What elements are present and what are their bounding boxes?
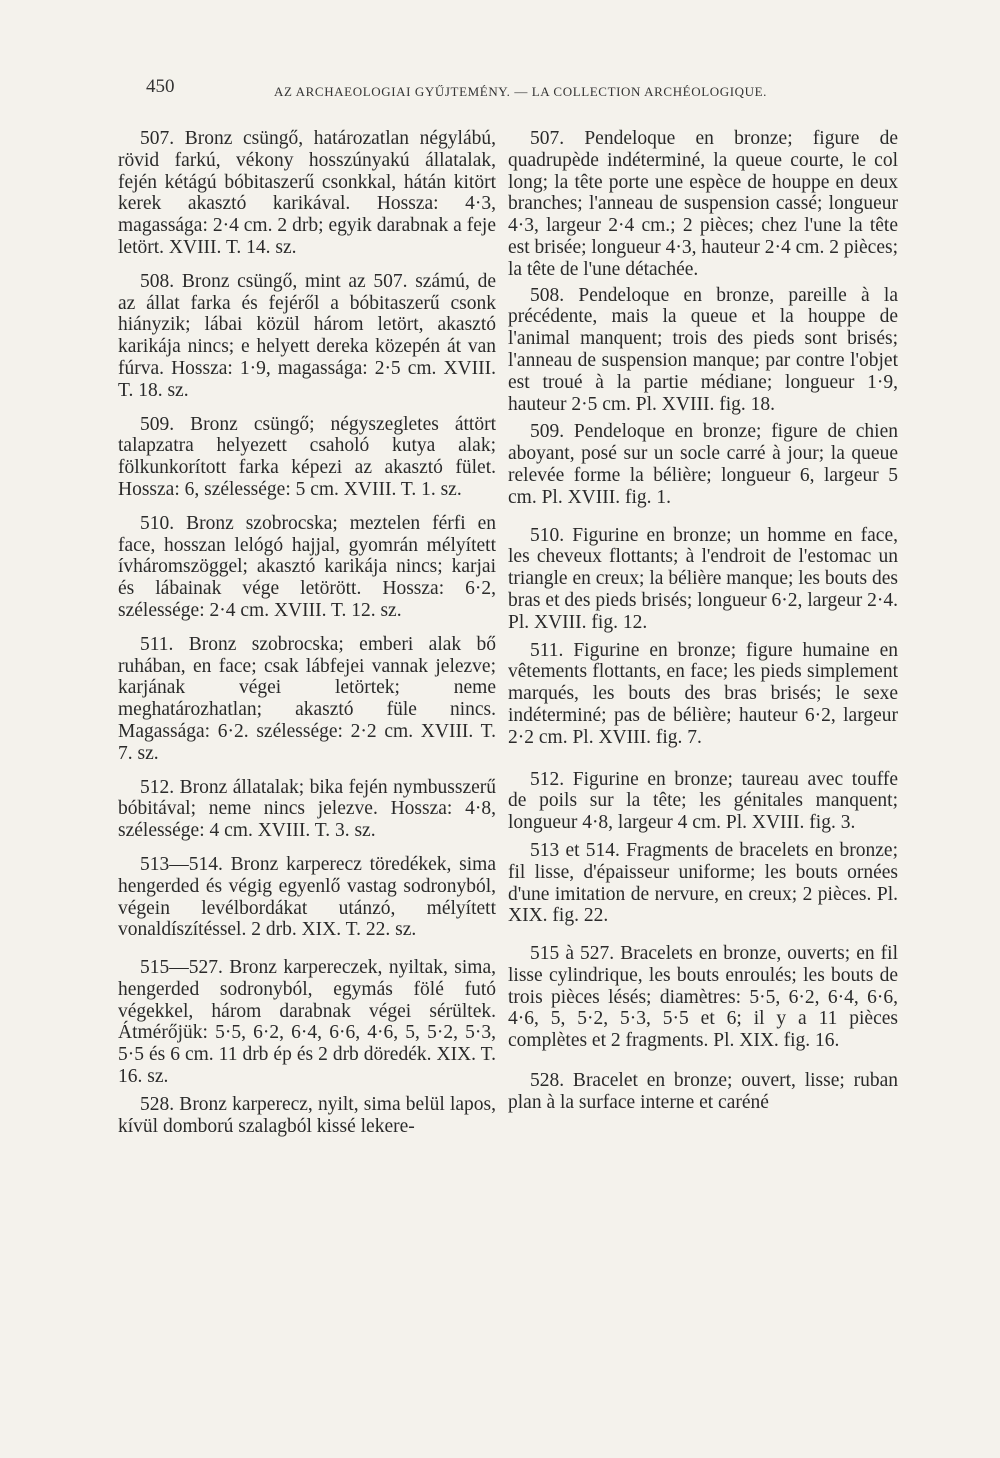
entry-508-hu: 508. Bronz csüngő, mint az 507. számú, de az állat farka és fejéről a bóbitaszerű csonk hiányzik; lábai közül három letört, akasztó karikája nincs; e helyett dereka közepén át van fúrva. Hossza: 1·9, magassága: 2·5 cm. XVIII. T. 18. sz.: [118, 270, 496, 401]
entry-512-hu: 512. Bronz állatalak; bika fején nymbusszerű bóbitával; neme nincs jelezve. Hossza: 4·8, szélessége: 4 cm. XVIII. T. 3. sz.: [118, 776, 496, 842]
entry-510-fr: 510. Figurine en bronze; un homme en face, les cheveux flottants; à l'endroit de l'estomac un triangle en creux; la bélière manque; les bouts des bras et des pieds brisés; longueur 6·2, largeur 2·4. Pl. XVIII. fig. 12.: [508, 524, 898, 633]
entry-510-hu: 510. Bronz szobrocska; meztelen férfi en face, hosszan lelógó hajjal, gyomrán mélyített ívháromszöggel; akasztó karikája nincs; karjai és lábainak vége letörött. Hossza: 6·2, szélessége: 2·4 cm. XVIII. T. 12. sz.: [118, 512, 496, 621]
hungarian-column: [118, 128, 496, 1149]
running-title: AZ ARCHAEOLOGIAI GYŰJTEMÉNY. — LA COLLECTION ARCHÉOLOGIQUE.: [274, 84, 768, 99]
french-column: [508, 128, 898, 1120]
entry-507-fr: 507. Pendeloque en bronze; figure de quadrupède indéterminé, la queue courte, le col long; la tête porte une espèce de houppe en deux branches; l'anneau de suspension cassé; longueur 4·3, largeur 2·4 cm.; 2 pièces; chez l'une la tête est brisée; longueur 4·3, hauteur 2·4 cm. 2 pièces; la tête de l'une détachée.: [508, 128, 898, 280]
entry-507-hu: 507. Bronz csüngő, határozatlan négylábú, rövid farkú, vékony hosszúnyakú állatalak, fején kétágú bóbitaszerű csonkkal, hátán kitört kerek akasztó karikával. Hossza: 4·3, magassága: 2·4 cm. 2 drb; egyik darabnak a feje letört. XVIII. T. 14. sz.: [118, 128, 496, 258]
entry-515-527-hu: 515—527. Bronz karpereczek, nyiltak, sima, hengerded sodronyból, egymás fölé futó végekkel, három darabnak végei sérültek. Átmérőjük: 5·5, 6·2, 6·4, 6·6, 4·6, 5, 5·2, 5·3, 5·5 és 6 cm. 11 drb ép és 2 drb döredék. XIX. T. 16. sz.: [118, 957, 496, 1088]
entry-511-hu: 511. Bronz szobrocska; emberi alak bő ruhában, en face; csak lábfejei vannak jelezve; karjának végei letörtek; neme meghatározhatlan; akasztó füle nincs. Magassága: 6·2. szélessége: 2·2 cm. XVIII. T. 7. sz.: [118, 633, 496, 764]
entry-528-fr: 528. Bracelet en bronze; ouvert, lisse; ruban plan à la surface interne et caréné: [508, 1070, 898, 1113]
entry-512-fr: 512. Figurine en bronze; taureau avec touffe de poils sur la tête; les génitales manquent; longueur 4·8, largeur 4 cm. Pl. XVIII. fig. 3.: [508, 768, 898, 834]
entry-513-514-fr: 513 et 514. Fragments de bracelets en bronze; fil lisse, d'épaisseur uniforme; les bouts ornées d'une imitation de nervure, en creux; 2 pièces. Pl. XIX. fig. 22.: [508, 839, 898, 927]
entry-515-527-fr: 515 à 527. Bracelets en bronze, ouverts; en fil lisse cylindrique, les bouts enroulés; les bouts de trois pièces lésés; diamètres: 5·5, 6·2, 6·4, 6·6, 4·6, 5, 5·2, 5·3, 5·5 et 6; il y a 11 pièces complètes et 2 fragments. Pl. XIX. fig. 16.: [508, 943, 898, 1052]
entry-509-hu: 509. Bronz csüngő; négyszegletes áttört talapzatra helyezett csaholó kutya alak; fölkunkorított farka képezi az akasztó fület. Hossza: 6, szélessége: 5 cm. XVIII. T. 1. sz.: [118, 413, 496, 500]
page-number: 450: [146, 76, 175, 97]
page-header: [0, 76, 1000, 106]
entry-508-fr: 508. Pendeloque en bronze, pareille à la précédente, mais la queue et la houppe de l'animal manquent; trois des pieds sont brisés; l'anneau de suspension manque; par contre l'objet est troué à la partie médiane; longueur 1·9, hauteur 2·5 cm. Pl. XVIII. fig. 18.: [508, 284, 898, 415]
entry-509-fr: 509. Pendeloque en bronze; figure de chien aboyant, posé sur un socle carré à jour; la queue relevée forme la bélière; longueur 6, largeur 5 cm. Pl. XVIII. fig. 1.: [508, 421, 898, 508]
entry-528-hu: 528. Bronz karperecz, nyilt, sima belül lapos, kívül domború szalagból kissé lekere-: [118, 1093, 496, 1137]
entry-511-fr: 511. Figurine en bronze; figure humaine en vêtements flottants, en face; les pieds simplement marqués, les bouts des bras brisés; le sexe indéterminé; pas de bélière; hauteur 6·2, largeur 2·2 cm. Pl. XVIII. fig. 7.: [508, 639, 898, 748]
entry-513-514-hu: 513—514. Bronz karperecz töredékek, sima hengerded és végig egyenlő vastag sodronyból, végein levélbordákat utánzó, mélyített vonaldíszítéssel. 2 drb. XIX. T. 22. sz.: [118, 853, 496, 941]
